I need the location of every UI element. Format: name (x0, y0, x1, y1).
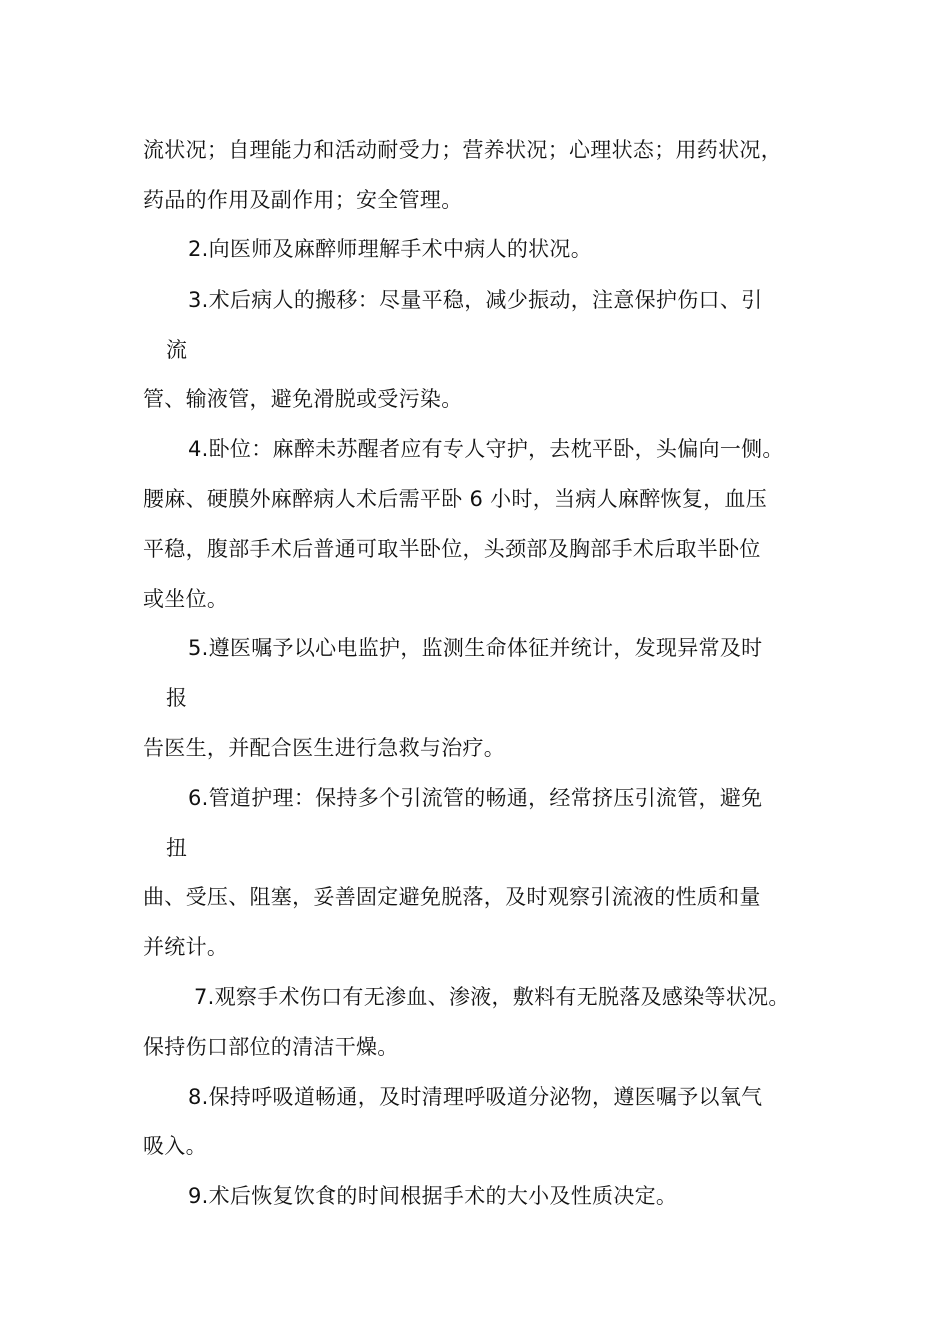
text-line: 或坐位。 (143, 587, 229, 611)
text-line: 8.保持呼吸道畅通，及时清理呼吸道分泌物，遵医嘱予以氧气 (188, 1085, 763, 1109)
text-line: 告医生，并配合医生进行急救与治疗。 (143, 736, 506, 760)
text-line: 平稳，腹部手术后普通可取半卧位，头颈部及胸部手术后取半卧位 (143, 537, 761, 561)
text-line: 流 (166, 338, 188, 362)
text-line: 腰麻、硬膜外麻醉病人术后需平卧 6 小时，当病人麻醉恢复，血压 (143, 487, 768, 511)
text-line: 保持伤口部位的清洁干燥。 (143, 1035, 399, 1059)
text-line: 药品的作用及副作用；安全管理。 (143, 188, 463, 212)
text-line: 9.术后恢复饮食的时间根据手术的大小及性质决定。 (188, 1184, 678, 1208)
text-line: 3.术后病人的搬移：尽量平稳，减少振动，注意保护伤口、引 (188, 288, 763, 312)
text-line: 曲、受压、阻塞，妥善固定避免脱落，及时观察引流液的性质和量 (143, 885, 761, 909)
text-line: 5.遵医嘱予以心电监护，监测生命体征并统计，发现异常及时 (188, 636, 763, 660)
text-line: 4.卧位：麻醉未苏醒者应有专人守护，去枕平卧，头偏向一侧。 (188, 437, 784, 461)
text-line: 报 (166, 686, 188, 710)
text-line: 7.观察手术伤口有无渗血、渗液，敷料有无脱落及感染等状况。 (194, 985, 790, 1009)
text-line: 流状况；自理能力和活动耐受力；营养状况；心理状态；用药状况， (143, 138, 782, 162)
text-line: 扭 (166, 836, 188, 860)
text-line: 并统计。 (143, 935, 229, 959)
text-line: 管、输液管，避免滑脱或受污染。 (143, 387, 463, 411)
text-line: 吸入。 (143, 1134, 207, 1158)
text-line: 2.向医师及麻醉师理解手术中病人的状况。 (188, 237, 593, 261)
text-line: 6.管道护理：保持多个引流管的畅通，经常挤压引流管，避免 (188, 786, 763, 810)
